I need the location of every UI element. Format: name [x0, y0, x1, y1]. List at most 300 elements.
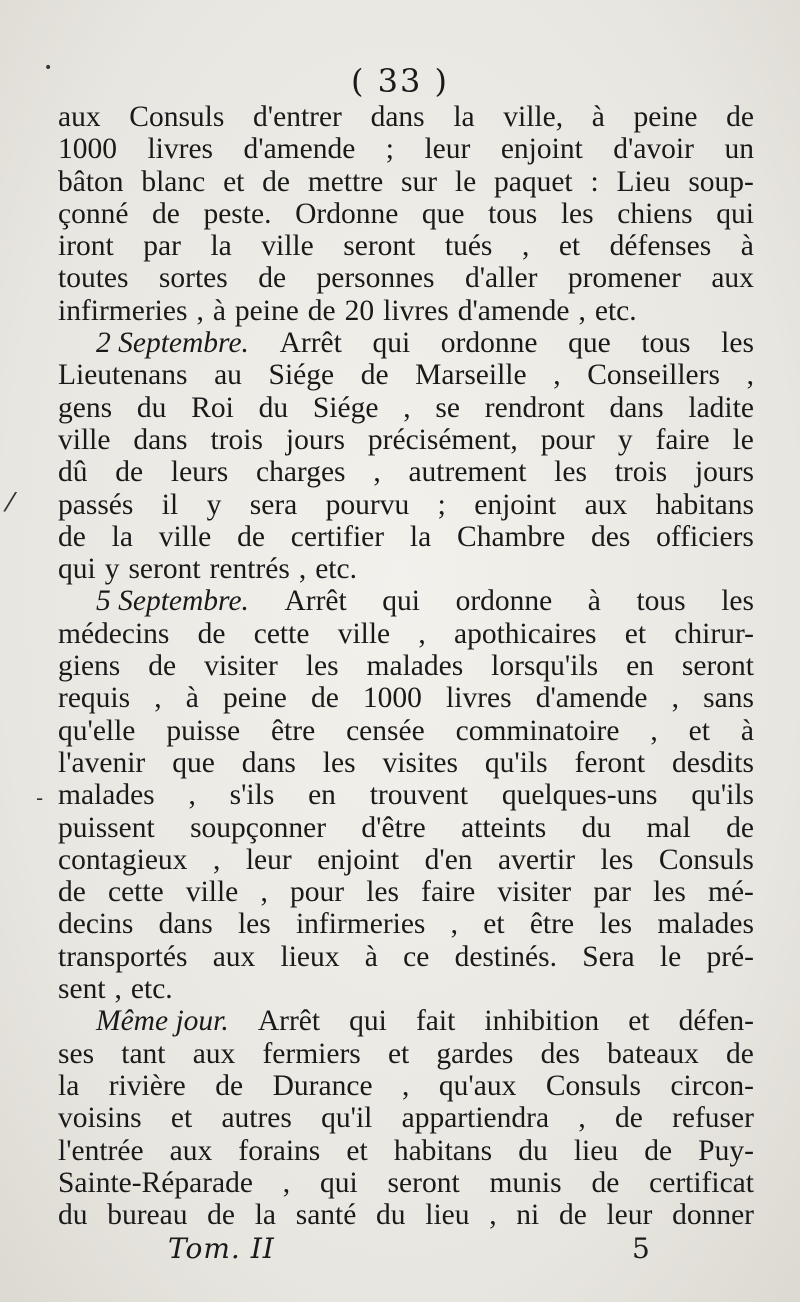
margin-dash-mark: - [36, 786, 44, 810]
word: malades [58, 779, 155, 812]
word: promener [567, 262, 681, 295]
word: qu'ils [691, 779, 754, 812]
word: mettre [307, 165, 384, 198]
word: visiter [497, 876, 572, 909]
word: à [740, 714, 754, 747]
word: censée [346, 714, 425, 747]
word: jours [694, 456, 754, 489]
word: de [237, 520, 265, 553]
word: ville, [503, 101, 564, 133]
word: dans [370, 101, 425, 133]
word: autres [221, 1102, 292, 1135]
word: chiens [617, 197, 693, 230]
word: Sera [582, 940, 635, 973]
word: visites [382, 746, 458, 779]
word: la [58, 1069, 80, 1102]
word: Consuls [129, 101, 225, 133]
word: les [721, 327, 754, 360]
word: les [599, 908, 633, 941]
word: pourvu [325, 488, 410, 521]
word: certificat [649, 1166, 754, 1199]
word: , [489, 1199, 497, 1232]
word: d'amende [535, 682, 648, 715]
date-heading: Même jour. [96, 1005, 229, 1038]
word: fermiers [262, 1037, 361, 1070]
word: charges [255, 456, 346, 489]
word: et [483, 908, 505, 941]
word: ville [261, 230, 314, 263]
date-heading: 2 Septembre. [96, 327, 249, 360]
text-line [58, 1038, 754, 1070]
word: trouvent [369, 779, 469, 812]
word: l'avenir [58, 746, 146, 779]
word: pré- [706, 940, 754, 973]
word: du [376, 1199, 406, 1232]
word: à [740, 230, 754, 263]
word: qui [382, 585, 420, 618]
word: y [206, 488, 222, 521]
word: en [308, 779, 336, 812]
word: malades [366, 650, 464, 683]
word: les [237, 908, 271, 941]
word: , [373, 456, 381, 489]
word: ce [403, 940, 430, 973]
word: ville [185, 876, 239, 909]
word: personnes [316, 262, 435, 295]
text-line [58, 1102, 754, 1134]
word: atteints [461, 811, 547, 844]
word: habitans [655, 488, 754, 521]
word: du [136, 391, 167, 424]
word: rivière [108, 1069, 186, 1102]
word: du [518, 1134, 548, 1167]
word: de [115, 456, 144, 489]
word: de [307, 294, 336, 327]
word: munis [489, 1166, 562, 1199]
word: de [258, 262, 287, 295]
word: la [409, 520, 432, 553]
word: officiers [656, 520, 754, 553]
word: bâton [58, 165, 124, 198]
word: , [578, 1102, 586, 1135]
word: voisins [58, 1102, 142, 1135]
text-line [58, 1167, 754, 1199]
word: dans [158, 908, 213, 941]
word: et [688, 714, 710, 747]
text-line [58, 198, 754, 230]
word: Chambre [457, 520, 566, 553]
word: Marseille [415, 359, 527, 392]
word: sans [703, 682, 754, 715]
word: sera [249, 488, 298, 521]
word: d'être [361, 811, 426, 844]
word: 1000 [362, 682, 422, 715]
text-line [58, 101, 754, 133]
word: appartiendra [401, 1102, 550, 1135]
word: y [617, 423, 633, 456]
word: sent [58, 973, 106, 1006]
word: ; [437, 488, 446, 521]
word: qui [349, 1005, 387, 1038]
word: sur [401, 165, 438, 198]
text-line [58, 521, 754, 553]
word: comminatoire [455, 714, 620, 747]
word: certifier [290, 520, 385, 553]
word: 1000 [58, 133, 117, 166]
word: qui [58, 553, 96, 586]
word: les [322, 746, 356, 779]
date-heading: 5 Septembre. [96, 585, 249, 618]
word: ladite [688, 391, 754, 424]
gathering-number: 5 [632, 1232, 650, 1265]
word: du [258, 391, 289, 424]
text-line [58, 166, 754, 198]
word: qui [716, 197, 754, 230]
word: pour [289, 876, 345, 909]
word: les [560, 197, 594, 230]
word: Lieutenans [58, 359, 188, 392]
word: que [568, 327, 611, 360]
word: et [558, 230, 581, 263]
word: les [305, 650, 339, 683]
word: , [196, 294, 204, 327]
word: leur [606, 1199, 653, 1232]
word: , [403, 391, 411, 424]
word: d'aller [464, 262, 538, 295]
word: faire [655, 423, 710, 456]
word: de [591, 1166, 620, 1199]
word: aux [169, 1134, 213, 1167]
word: : [590, 165, 599, 198]
word: y [104, 553, 120, 586]
word: Siége [312, 391, 379, 424]
text-line [58, 327, 754, 359]
text-line [58, 812, 754, 844]
word: médecins [58, 617, 170, 650]
word: Sainte-Réparade [58, 1166, 253, 1199]
text-line [58, 876, 754, 908]
word: passés [58, 488, 134, 521]
word: aux [192, 1037, 236, 1070]
word: tant [121, 1037, 166, 1070]
word: s'ils [229, 779, 275, 812]
word: Ordonne [295, 197, 399, 230]
word: leurs [170, 456, 229, 489]
word: pour [540, 423, 595, 456]
word: d'amende [457, 294, 570, 327]
word: les [653, 876, 686, 909]
word: le [659, 940, 682, 973]
word: bateaux [607, 1037, 699, 1070]
word: la [453, 101, 475, 133]
word: seront [681, 650, 754, 683]
word: d'entrer [253, 101, 342, 133]
word: soup- [688, 165, 754, 198]
word: Consuls [545, 1069, 641, 1102]
word: puisse [166, 714, 241, 747]
word: santé [295, 1199, 357, 1232]
word: que [172, 746, 215, 779]
word: quelques-uns [501, 779, 658, 812]
word: lieu [425, 1199, 470, 1232]
word: lieux [280, 940, 340, 973]
word: , [188, 779, 196, 812]
word: Lieu [616, 165, 671, 198]
word: puissent [58, 811, 155, 844]
word: apothicaires [454, 617, 597, 650]
word: leur [245, 843, 292, 876]
word: , [402, 1069, 410, 1102]
word: ordonne [455, 585, 553, 618]
word: aux [58, 101, 101, 133]
word: giens [58, 650, 121, 683]
word: fait [415, 1005, 456, 1038]
word: être [270, 714, 316, 747]
text-line [58, 844, 754, 876]
word: , [114, 973, 122, 1006]
word: de [215, 1069, 244, 1102]
text-line [58, 650, 754, 682]
word: Siége [268, 359, 335, 392]
text-line [58, 1005, 754, 1037]
word: livres [147, 133, 214, 166]
word: circon- [670, 1069, 754, 1102]
page-text [58, 101, 754, 1231]
word: seront [387, 1166, 460, 1199]
word: des [540, 1037, 580, 1070]
word: , [418, 617, 426, 650]
word: et [628, 1005, 650, 1038]
word: transportés [58, 940, 188, 973]
word: blanc [141, 165, 206, 198]
text-line [58, 973, 754, 1005]
word: à [587, 585, 601, 618]
text-line [58, 1135, 754, 1167]
word: dans [241, 746, 296, 779]
text-line [58, 682, 754, 714]
word: , [521, 230, 530, 263]
word: leur [424, 133, 471, 166]
word: et [170, 1102, 193, 1135]
word: les [366, 876, 399, 909]
word: à [591, 101, 605, 133]
word: requis [58, 682, 131, 715]
word: défen- [678, 1005, 754, 1038]
word: trois [614, 456, 668, 489]
text-line [58, 489, 754, 521]
word: ses [58, 1037, 95, 1070]
word: , [671, 682, 680, 715]
text-line [58, 1199, 754, 1231]
word: de [558, 1199, 587, 1232]
word: être [529, 908, 575, 941]
word: il [161, 488, 179, 521]
page-footer [0, 1232, 800, 1272]
word: chirur- [674, 617, 754, 650]
word: ville [58, 423, 111, 456]
text-line [58, 941, 754, 973]
word: habitans [393, 1134, 493, 1167]
text-line [58, 295, 754, 327]
word: qu'ils [484, 746, 548, 779]
word: peste. [203, 197, 272, 230]
word: les [600, 843, 634, 876]
word: avertir [498, 843, 576, 876]
word: jours [285, 423, 345, 456]
word: desdits [671, 746, 754, 779]
word: Arrêt [257, 1005, 321, 1038]
word: la [111, 520, 133, 553]
word: les [721, 585, 754, 618]
word: aux [584, 488, 628, 521]
word: des [591, 520, 631, 553]
word: iront [58, 230, 114, 263]
word: toutes [58, 262, 129, 295]
word: d'en [424, 843, 473, 876]
word: la [210, 230, 232, 263]
word: destinés. [454, 940, 557, 973]
word: ville [337, 617, 391, 650]
word: inhibition [484, 1005, 600, 1038]
word: peine [222, 682, 287, 715]
text-line [58, 456, 754, 488]
word: précisément, [367, 423, 518, 456]
word: infirmeries [58, 294, 188, 327]
word: , [154, 682, 162, 715]
word: livres [383, 294, 449, 327]
word: de [726, 811, 754, 844]
word: contagieux [58, 843, 188, 876]
word: mal [646, 811, 691, 844]
word: forains [238, 1134, 321, 1167]
word: à [212, 294, 226, 327]
word: rendront [484, 391, 585, 424]
word: de [310, 682, 339, 715]
word: un [724, 133, 754, 166]
word: autrement [408, 456, 527, 489]
word: ordonne [440, 327, 538, 360]
word: dans [133, 423, 188, 456]
word: Puy- [698, 1134, 754, 1167]
word: à [185, 682, 199, 715]
word: seront [343, 230, 416, 263]
word: tous [636, 585, 686, 618]
word: cette [253, 617, 310, 650]
word: de [58, 520, 86, 553]
word: l'entrée [58, 1134, 144, 1167]
word: Roi [191, 391, 234, 424]
word: du [581, 811, 612, 844]
word: etc. [594, 294, 637, 327]
word: donner [672, 1199, 754, 1232]
word: dans [609, 391, 664, 424]
word: seront [128, 553, 201, 586]
word: lieu [573, 1134, 619, 1167]
word: , [746, 359, 754, 392]
word: les [554, 456, 587, 489]
signature-mark: Tom. II [168, 1232, 275, 1265]
word: ville [158, 520, 212, 553]
text-line [58, 424, 754, 456]
word: en [626, 650, 654, 683]
word: , [553, 359, 561, 392]
word: ni [516, 1199, 540, 1232]
word: que [421, 197, 465, 230]
word: de [614, 1102, 643, 1135]
word: de [726, 101, 754, 133]
word: refuser [672, 1102, 754, 1135]
word: Conseillers [587, 359, 720, 392]
text-line [58, 779, 754, 811]
word: au [214, 359, 242, 392]
word: faire [421, 876, 476, 909]
word: par [593, 876, 631, 909]
word: enjoint [474, 488, 557, 521]
word: Arrêt [279, 327, 342, 360]
word: infirmeries [295, 908, 426, 941]
word: d'avoir [613, 133, 694, 166]
word: peine [234, 294, 299, 327]
word: de [148, 650, 177, 683]
word: de [360, 359, 389, 392]
word: qui [320, 1166, 358, 1199]
word: le [732, 423, 754, 456]
word: qu'aux [438, 1069, 517, 1102]
word: paquet [493, 165, 573, 198]
word: tués [444, 230, 493, 263]
word: decins [58, 908, 134, 941]
text-line [58, 715, 754, 747]
word: malades [657, 908, 754, 941]
word: la [254, 1199, 277, 1232]
word: du [58, 1199, 88, 1232]
word: gens [58, 391, 113, 424]
word: se [435, 391, 460, 424]
word: enjoint [317, 843, 400, 876]
word: le [454, 165, 477, 198]
word: mé- [708, 876, 754, 909]
word: Consuls [658, 843, 754, 876]
word: , [450, 908, 459, 941]
text-line [58, 262, 754, 294]
word: peine [633, 101, 698, 133]
word: tous [641, 327, 691, 360]
word: 20 [344, 294, 375, 327]
text-line [58, 618, 754, 650]
word: de [262, 165, 291, 198]
word: soupçonner [190, 811, 327, 844]
ink-speck: • [44, 60, 53, 76]
word: et [346, 1134, 368, 1167]
word: Durance [272, 1069, 373, 1102]
word: tous [488, 197, 538, 230]
word: et [624, 617, 647, 650]
word: visiter [204, 650, 278, 683]
word: aux [212, 940, 256, 973]
word: , [650, 714, 658, 747]
text-line [58, 1070, 754, 1102]
word: trois [210, 423, 263, 456]
text-line [58, 585, 754, 617]
text-line [58, 908, 754, 940]
word: ; [385, 133, 394, 166]
word: , [282, 1166, 291, 1199]
word: feront [574, 746, 646, 779]
word: de [197, 617, 226, 650]
word: , [298, 553, 307, 586]
text-line [58, 553, 754, 585]
word: qu'elle [58, 714, 136, 747]
